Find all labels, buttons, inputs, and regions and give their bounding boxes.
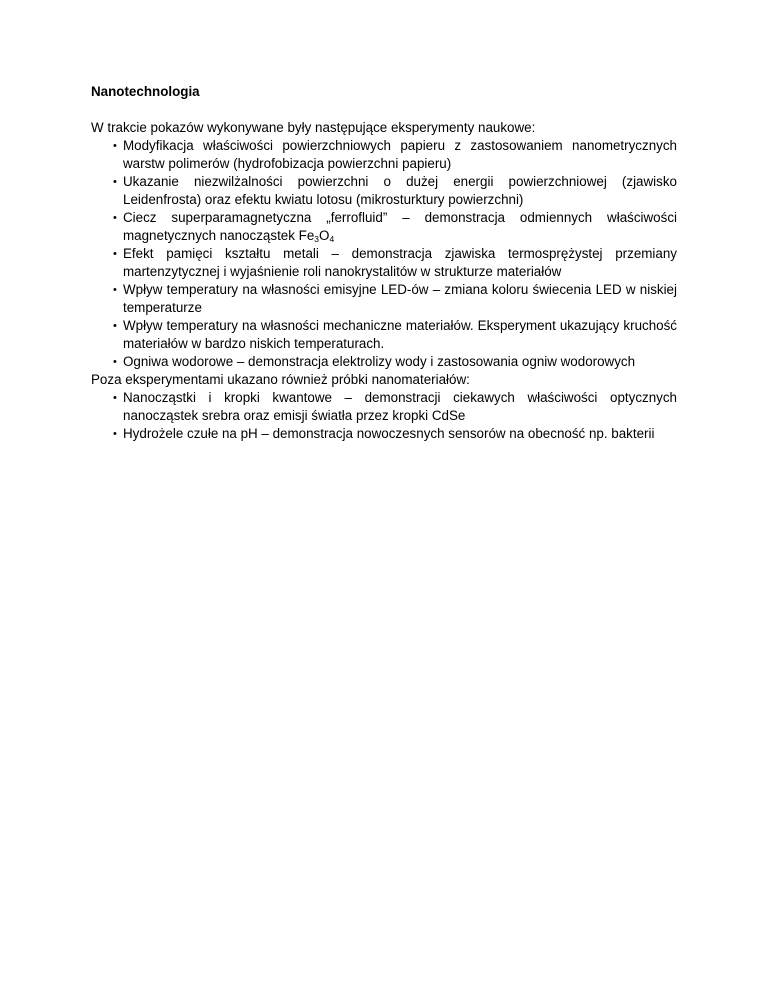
list-item — [91, 353, 677, 371]
list-item — [91, 281, 677, 317]
list-item-text: Nanocząstki i kropki kwantowe – demonstracji ciekawych właściwości optycznych nanocząstek srebra oraz emisji światła przez kropki CdSe — [123, 390, 677, 423]
list-item — [91, 173, 677, 209]
list-item-text: Ukazanie niezwilżalności powierzchni o dużej energii powierzchniowej (zjawisko Leidenfrosta) oraz efektu kwiatu lotosu (mikrosturktury powierzchni) — [123, 174, 677, 207]
bullet-icon: • — [113, 428, 117, 440]
bullet-icon: • — [113, 212, 117, 224]
list-item-text: Efekt pamięci kształtu metali – demonstracja zjawiska termosprężystej przemiany martenzytycznej i wyjaśnienie roli nanokrystalitów w strukturze materiałów — [123, 246, 677, 279]
samples-list — [91, 389, 677, 443]
experiments-intro: W trakcie pokazów wykonywane były następujące eksperymenty naukowe: — [91, 120, 536, 135]
samples-intro: Poza eksperymentami ukazano również próbki nanomateriałów: — [91, 372, 470, 387]
list-item-text: Ogniwa wodorowe – demonstracja elektrolizy wody i zastosowania ogniw wodorowych — [123, 354, 636, 369]
formula-subscript: 4 — [329, 234, 335, 244]
list-item-text-main: Ciecz superparamagnetyczna „ferrofluid” – demonstracja odmiennych właściwości magnetycznych nanocząstek Fe — [123, 210, 677, 243]
formula-element: O — [319, 228, 330, 243]
document-body — [91, 83, 677, 443]
list-item-text: Wpływ temperatury na własności emisyjne LED-ów – zmiana koloru świecenia LED w niskiej temperaturze — [123, 282, 677, 315]
list-item — [91, 245, 677, 281]
bullet-icon: • — [113, 284, 117, 296]
list-item — [91, 425, 677, 443]
bullet-icon: • — [113, 392, 117, 404]
list-item — [91, 389, 677, 425]
experiments-list — [91, 137, 677, 371]
document-title: Nanotechnologia — [91, 84, 200, 99]
formula-subscript: 3 — [314, 234, 320, 244]
list-item-text: Modyfikacja właściwości powierzchniowych papieru z zastosowaniem nanometrycznych warstw polimerów (hydrofobizacja powierzchni papieru) — [123, 138, 677, 171]
list-item — [91, 317, 677, 353]
list-item-text: Hydrożele czułe na pH – demonstracja nowoczesnych sensorów na obecność np. bakterii — [123, 426, 655, 441]
list-item — [91, 209, 677, 245]
bullet-icon: • — [113, 356, 117, 368]
list-item-text — [123, 210, 677, 243]
bullet-icon: • — [113, 176, 117, 188]
bullet-icon: • — [113, 320, 117, 332]
list-item — [91, 137, 677, 173]
list-item-text: Wpływ temperatury na własności mechaniczne materiałów. Eksperyment ukazujący kruchość materiałów w bardzo niskich temperaturach. — [123, 318, 677, 351]
bullet-icon: • — [113, 140, 117, 152]
bullet-icon: • — [113, 248, 117, 260]
